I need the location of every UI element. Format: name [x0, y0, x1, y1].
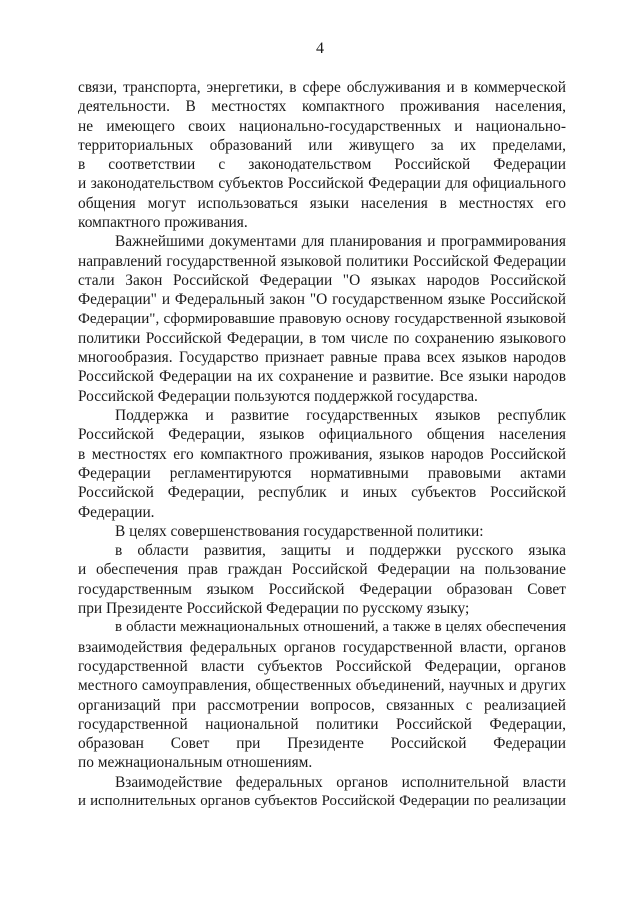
text-line: Федерации" и Федеральный закон "О государственном языке Российской: [78, 291, 566, 309]
text-line: при Президенте Российской Федерации по русскому языку;: [78, 600, 470, 618]
text-line: в области межнациональных отношений, а также в целях обеспечения: [115, 619, 566, 636]
text-line: взаимодействия федеральных органов государственной власти, органов: [78, 638, 566, 656]
text-line: государственной власти субъектов Российской Федерации, органов: [78, 657, 566, 675]
text-line: В целях совершенствования государственной политики:: [115, 522, 484, 540]
text-line: Федерации", сформировавшие правовую основу государственной языковой: [78, 310, 566, 327]
text-line: в местностях его компактного проживания, языков народов Российской: [78, 445, 566, 463]
text-line: политики Российской Федерации, в том числе по сохранению языкового: [78, 329, 566, 347]
text-line: Федерации.: [78, 503, 155, 521]
text-line: связи, транспорта, энергетики, в сфере обслуживания и в коммерческой: [78, 79, 566, 96]
text-line: в соответствии с законодательством Российской Федерации: [78, 156, 566, 174]
text-line: по межнациональным отношениям.: [78, 754, 313, 772]
text-line: организаций при рассмотрении вопросов, связанных с реализацией: [78, 696, 566, 714]
text-line: не имеющего своих национально-государственных и национально-: [78, 117, 566, 135]
text-line: и исполнительных органов субъектов Российской Федерации по реализации: [78, 792, 566, 809]
text-line: в области развития, защиты и поддержки русского языка: [115, 542, 566, 560]
text-line: Важнейшими документами для планирования и программирования: [115, 233, 566, 251]
text-line: государственной национальной политики Российской Федерации,: [78, 715, 566, 733]
text-line: Российской Федерации пользуются поддержкой государства.: [78, 387, 478, 405]
text-line: стали Закон Российской Федерации "О языках народов Российской: [78, 271, 566, 289]
text-line: Взаимодействие федеральных органов исполнительной власти: [115, 773, 566, 791]
text-line: многообразия. Государство признает равные права всех языков народов: [78, 349, 566, 367]
text-line: Российской Федерации, республик и иных субъектов Российской: [78, 484, 566, 502]
page-number: 4: [316, 40, 324, 57]
text-line: образован Совет при Президенте Российской Федерации: [78, 735, 566, 753]
text-line: Федерации регламентируются нормативными правовыми актами: [78, 464, 566, 482]
text-line: Поддержка и развитие государственных языков республик: [115, 407, 566, 425]
text-line: направлений государственной языковой политики Российской Федерации: [78, 252, 566, 270]
text-line: деятельности. В местностях компактного проживания населения,: [78, 98, 566, 116]
text-line: местного самоуправления, общественных объединений, научных и других: [78, 677, 566, 695]
text-line: общения могут использоваться языки населения в местностях его: [78, 194, 566, 212]
text-line: компактного проживания.: [78, 214, 248, 232]
text-line: Российской Федерации на их сохранение и развитие. Все языки народов: [78, 368, 566, 386]
text-line: и обеспечения прав граждан Российской Федерации на пользование: [78, 561, 566, 579]
text-line: государственным языком Российской Федерации образован Совет: [78, 580, 566, 598]
document-body: [78, 78, 566, 811]
text-line: Российской Федерации, языков официального общения населения: [78, 426, 566, 444]
text-line: территориальных образований или живущего за их пределами,: [78, 136, 566, 154]
text-line: и законодательством субъектов Российской Федерации для официального: [78, 175, 566, 193]
